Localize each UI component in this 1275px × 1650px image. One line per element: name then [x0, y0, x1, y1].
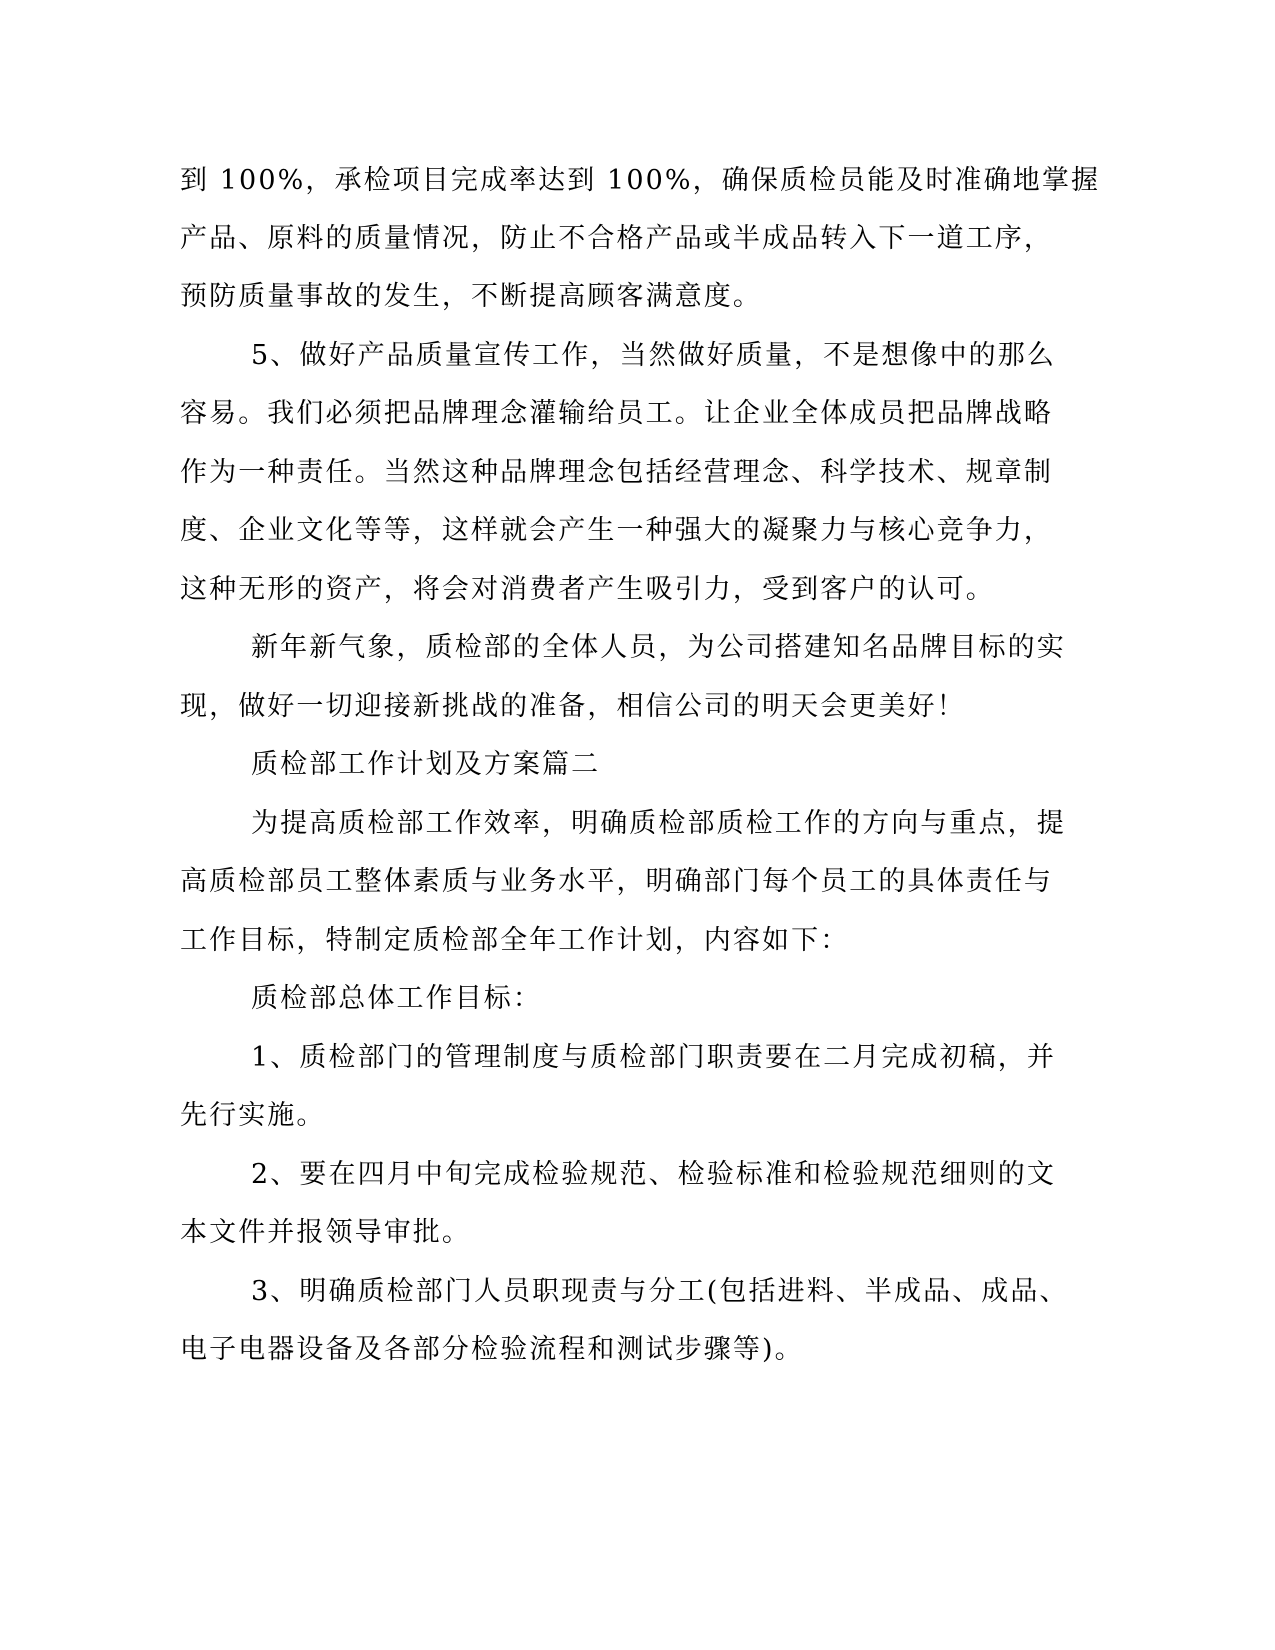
- section-heading: 质检部工作计划及方案篇二: [251, 749, 601, 780]
- text-line: 预防质量事故的发生，不断提高顾客满意度。: [180, 281, 762, 312]
- text-line: 作为一种责任。当然这种品牌理念包括经营理念、科学技术、规章制: [180, 457, 1053, 488]
- text-line: 容易。我们必须把品牌理念灌输给员工。让企业全体成员把品牌战略: [180, 398, 1053, 429]
- text-line: 电子电器设备及各部分检验流程和测试步骤等)。: [180, 1334, 804, 1365]
- text-line: 3、明确质检部门人员职现责与分工(包括进料、半成品、成品、: [251, 1276, 1069, 1307]
- text-line: 度、企业文化等等，这样就会产生一种强大的凝聚力与核心竞争力，: [180, 515, 1053, 546]
- text-line: 新年新气象，质检部的全体人员，为公司搭建知名品牌目标的实: [251, 632, 1066, 663]
- text-line: 5、做好产品质量宣传工作，当然做好质量，不是想像中的那么: [251, 340, 1056, 371]
- text-line: 本文件并报领导审批。: [180, 1217, 471, 1248]
- text-line: 到 100%，承检项目完成率达到 100%，确保质检员能及时准确地掌握: [180, 165, 1101, 196]
- text-line: 现，做好一切迎接新挑战的准备，相信公司的明天会更美好！: [180, 691, 966, 722]
- text-line: 工作目标，特制定质检部全年工作计划，内容如下：: [180, 925, 850, 956]
- text-line: 先行实施。: [180, 1100, 326, 1131]
- text-line: 这种无形的资产，将会对消费者产生吸引力，受到客户的认可。: [180, 574, 995, 605]
- text-line: 产品、原料的质量情况，防止不合格产品或半成品转入下一道工序，: [180, 223, 1053, 254]
- text-line: 2、要在四月中旬完成检验规范、检验标准和检验规范细则的文: [251, 1159, 1056, 1190]
- text-line: 为提高质检部工作效率，明确质检部质检工作的方向与重点，提: [251, 808, 1066, 839]
- text-line: 质检部总体工作目标：: [251, 983, 542, 1014]
- text-line: 1、质检部门的管理制度与质检部门职责要在二月完成初稿，并: [251, 1042, 1056, 1073]
- text-line: 高质检部员工整体素质与业务水平，明确部门每个员工的具体责任与: [180, 866, 1053, 897]
